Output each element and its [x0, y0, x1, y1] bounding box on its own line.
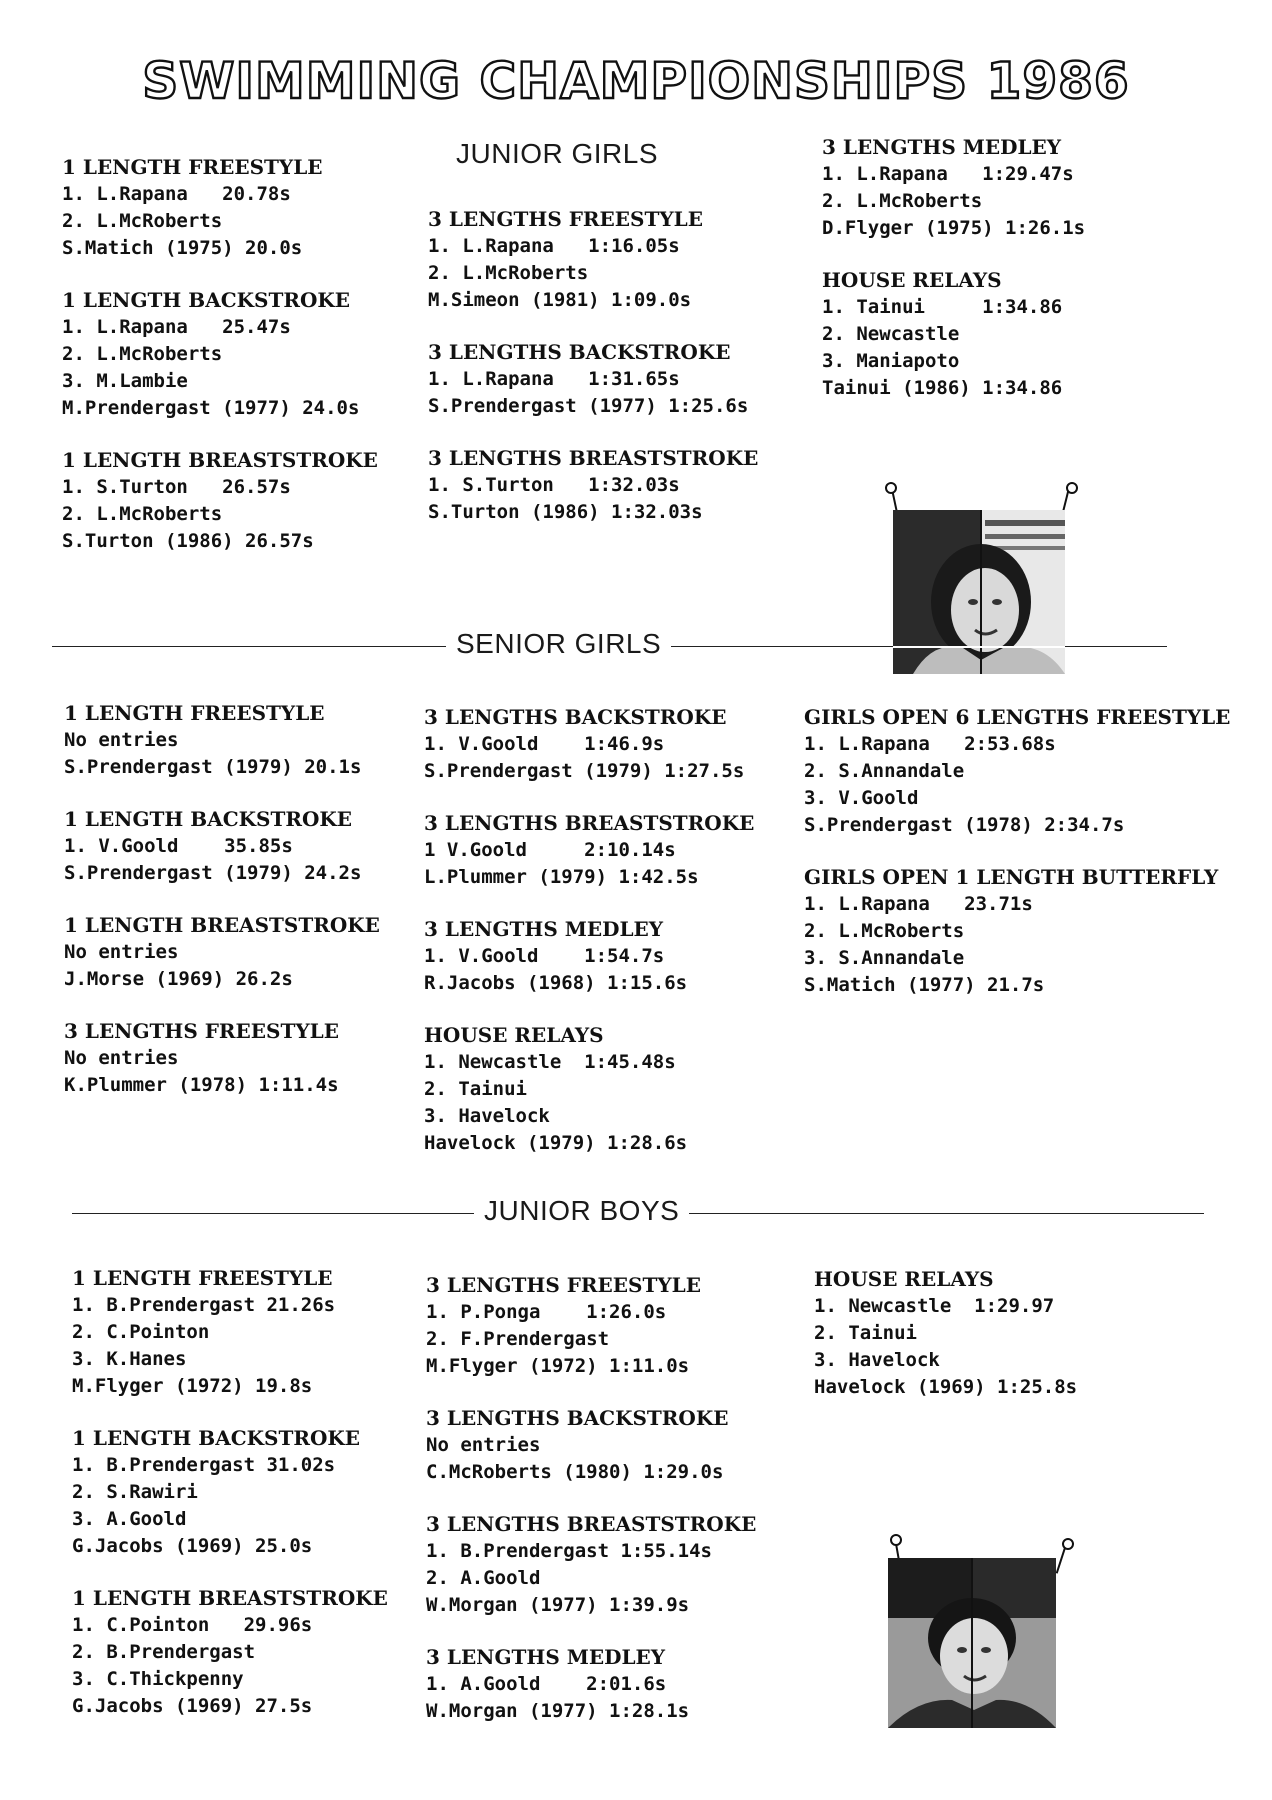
result-line: 1. V.Goold 1:46.9s — [424, 733, 665, 755]
result-line: 3. A.Goold — [72, 1508, 187, 1530]
result-line: 2. L.McRoberts — [804, 920, 965, 942]
result-line: 1. C.Pointon 29.96s — [72, 1614, 313, 1636]
event-title: 1 LENGTH BREASTSTROKE — [62, 448, 378, 472]
result-line: 1. L.Rapana 23.71s — [804, 893, 1033, 915]
event-title: GIRLS OPEN 6 LENGTHS FREESTYLE — [804, 705, 1231, 729]
result-line: 1. Tainui 1:34.86 — [822, 296, 1063, 318]
result-line: 3. Maniapoto — [822, 350, 960, 372]
event-title: 3 LENGTHS BREASTSTROKE — [424, 811, 755, 835]
event-block — [424, 704, 754, 785]
record-line: S.Prendergast (1977) 1:25.6s — [428, 395, 749, 417]
record-line: W.Morgan (1977) 1:28.1s — [426, 1700, 690, 1722]
result-line: 1. Newcastle 1:29.97 — [814, 1295, 1055, 1317]
record-line: M.Prendergast (1977) 24.0s — [62, 397, 360, 419]
result-line: 1. L.Rapana 1:16.05s — [428, 235, 680, 257]
event-title: 1 LENGTH FREESTYLE — [62, 155, 323, 179]
record-line: G.Jacobs (1969) 25.0s — [72, 1535, 313, 1557]
result-line: 1. B.Prendergast 1:55.14s — [426, 1540, 712, 1562]
result-line: 1 V.Goold 2:10.14s — [424, 839, 676, 861]
event-title: 3 LENGTHS FREESTYLE — [428, 207, 703, 231]
result-line: 2. L.McRoberts — [62, 503, 223, 525]
record-line: S.Prendergast (1978) 2:34.7s — [804, 814, 1125, 836]
record-line: D.Flyger (1975) 1:26.1s — [822, 217, 1086, 239]
result-line: 2. F.Prendergast — [426, 1328, 610, 1350]
record-line: C.McRoberts (1980) 1:29.0s — [426, 1461, 724, 1483]
event-title: 1 LENGTH BACKSTROKE — [64, 807, 353, 831]
junior-girls-heading: JUNIOR GIRLS — [456, 138, 659, 169]
event-title: 1 LENGTH BREASTSTROKE — [72, 1586, 388, 1610]
event-block — [64, 1018, 380, 1099]
record-line: S.Turton (1986) 26.57s — [62, 530, 314, 552]
result-line: 2. S.Rawiri — [72, 1481, 198, 1503]
record-line: M.Flyger (1972) 19.8s — [72, 1375, 313, 1397]
result-line: 2. S.Annandale — [804, 760, 965, 782]
result-line: 1. L.Rapana 1:31.65s — [428, 368, 680, 390]
event-block — [428, 445, 758, 526]
result-line: 1. V.Goold 1:54.7s — [424, 945, 665, 967]
event-block — [72, 1265, 388, 1400]
portrait-photo — [893, 510, 1065, 674]
senior-girls-col3 — [804, 704, 1230, 999]
result-line: 3. Havelock — [814, 1349, 940, 1371]
event-title: HOUSE RELAYS — [814, 1267, 994, 1291]
result-line: 1. L.Rapana 25.47s — [62, 316, 291, 338]
event-block — [62, 154, 378, 262]
event-block — [424, 1022, 754, 1157]
senior-girls-heading: SENIOR GIRLS — [446, 628, 671, 660]
page-title: SWIMMING CHAMPIONSHIPS 1986 — [142, 52, 1130, 110]
result-line: 3. S.Annandale — [804, 947, 965, 969]
event-block — [822, 134, 1085, 242]
result-line: 1. Newcastle 1:45.48s — [424, 1051, 676, 1073]
pin-head-icon — [885, 482, 897, 494]
record-line: R.Jacobs (1968) 1:15.6s — [424, 972, 688, 994]
event-title: 3 LENGTHS BACKSTROKE — [424, 705, 727, 729]
event-title: 1 LENGTH BACKSTROKE — [72, 1426, 361, 1450]
event-block — [64, 912, 380, 993]
record-line: S.Turton (1986) 1:32.03s — [428, 501, 703, 523]
event-block — [428, 339, 758, 420]
record-line: S.Matich (1977) 21.7s — [804, 974, 1045, 996]
result-line: 1. V.Goold 35.85s — [64, 835, 293, 857]
event-block — [72, 1425, 388, 1560]
result-line: No entries — [64, 941, 179, 963]
record-line: S.Prendergast (1979) 24.2s — [64, 862, 362, 884]
record-line: Havelock (1979) 1:28.6s — [424, 1132, 688, 1154]
record-line: S.Matich (1975) 20.0s — [62, 237, 303, 259]
record-line: L.Plummer (1979) 1:42.5s — [424, 866, 699, 888]
event-block — [814, 1266, 1077, 1401]
result-line: 2. L.McRoberts — [62, 210, 223, 232]
event-block — [424, 810, 754, 891]
result-line: 2. L.McRoberts — [62, 343, 223, 365]
result-line: 2. L.McRoberts — [428, 262, 589, 284]
junior-boys-heading: JUNIOR BOYS — [474, 1195, 689, 1227]
event-title: HOUSE RELAYS — [822, 268, 1002, 292]
result-line: 2. B.Prendergast — [72, 1641, 256, 1663]
event-title: 3 LENGTHS FREESTYLE — [64, 1019, 339, 1043]
portrait-photo — [888, 1558, 1056, 1728]
result-line: 3. M.Lambie — [62, 370, 188, 392]
event-block — [804, 704, 1230, 839]
record-line: W.Morgan (1977) 1:39.9s — [426, 1594, 690, 1616]
event-block — [804, 864, 1230, 999]
event-title: 3 LENGTHS BREASTSTROKE — [428, 446, 759, 470]
event-title: 3 LENGTHS MEDLEY — [424, 917, 664, 941]
event-title: 3 LENGTHS BACKSTROKE — [426, 1406, 729, 1430]
result-line: 3. C.Thickpenny — [72, 1668, 244, 1690]
record-line: J.Morse (1969) 26.2s — [64, 968, 293, 990]
senior-girls-col2 — [424, 704, 754, 1157]
event-title: 3 LENGTHS MEDLEY — [822, 135, 1062, 159]
event-title: 1 LENGTH BREASTSTROKE — [64, 913, 380, 937]
result-line: 1. P.Ponga 1:26.0s — [426, 1301, 667, 1323]
record-line: K.Plummer (1978) 1:11.4s — [64, 1074, 339, 1096]
event-block — [64, 806, 380, 887]
event-block — [62, 447, 378, 555]
result-line: 3. V.Goold — [804, 787, 919, 809]
junior-boys-col2 — [426, 1272, 756, 1725]
result-line: 2. Tainui — [814, 1322, 917, 1344]
event-block — [424, 916, 754, 997]
event-title: 1 LENGTH FREESTYLE — [72, 1266, 333, 1290]
event-title: 3 LENGTHS BREASTSTROKE — [426, 1512, 757, 1536]
record-line: M.Simeon (1981) 1:09.0s — [428, 289, 692, 311]
event-block — [426, 1511, 756, 1619]
event-title: 3 LENGTHS BACKSTROKE — [428, 340, 731, 364]
event-block — [426, 1405, 756, 1486]
result-line: 1. L.Rapana 2:53.68s — [804, 733, 1056, 755]
record-line: Tainui (1986) 1:34.86 — [822, 377, 1063, 399]
result-line: 1. B.Prendergast 21.26s — [72, 1294, 336, 1316]
result-line: 2. C.Pointon — [72, 1321, 210, 1343]
result-line: 1. B.Prendergast 31.02s — [72, 1454, 336, 1476]
pin-head-icon — [1066, 482, 1078, 494]
event-block — [62, 287, 378, 422]
event-block — [428, 206, 758, 314]
event-title: 1 LENGTH FREESTYLE — [64, 701, 325, 725]
senior-girls-col1 — [64, 700, 380, 1099]
junior-boys-col3 — [814, 1266, 1077, 1401]
result-line: No entries — [426, 1434, 541, 1456]
result-line: 3. K.Hanes — [72, 1348, 187, 1370]
record-line: G.Jacobs (1969) 27.5s — [72, 1695, 313, 1717]
junior-girls-col1 — [62, 154, 378, 555]
event-block — [426, 1272, 756, 1380]
junior-girls-col2 — [428, 206, 758, 526]
section-divider-mask — [893, 646, 1065, 648]
record-line: S.Prendergast (1979) 20.1s — [64, 756, 362, 778]
event-title: HOUSE RELAYS — [424, 1023, 604, 1047]
result-line: 1. S.Turton 1:32.03s — [428, 474, 680, 496]
junior-boys-col1 — [72, 1265, 388, 1720]
record-line: S.Prendergast (1979) 1:27.5s — [424, 760, 745, 782]
event-title: 1 LENGTH BACKSTROKE — [62, 288, 351, 312]
event-block — [426, 1644, 756, 1725]
result-line: 2. Newcastle — [822, 323, 960, 345]
record-line: M.Flyger (1972) 1:11.0s — [426, 1355, 690, 1377]
event-block — [822, 267, 1085, 402]
junior-girls-col3 — [822, 134, 1085, 402]
event-title: GIRLS OPEN 1 LENGTH BUTTERFLY — [804, 865, 1219, 889]
pin-icon — [1056, 1546, 1067, 1573]
event-title: 3 LENGTHS FREESTYLE — [426, 1273, 701, 1297]
result-line: 1. L.Rapana 1:29.47s — [822, 163, 1074, 185]
result-line: 2. Tainui — [424, 1078, 527, 1100]
pin-head-icon — [890, 1534, 902, 1546]
event-block — [72, 1585, 388, 1720]
result-line: 2. L.McRoberts — [822, 190, 983, 212]
result-line: 1. L.Rapana 20.78s — [62, 183, 291, 205]
result-line: 1. A.Goold 2:01.6s — [426, 1673, 667, 1695]
event-block — [64, 700, 380, 781]
result-line: 1. S.Turton 26.57s — [62, 476, 291, 498]
event-title: 3 LENGTHS MEDLEY — [426, 1645, 666, 1669]
result-line: 2. A.Goold — [426, 1567, 541, 1589]
record-line: Havelock (1969) 1:25.8s — [814, 1376, 1078, 1398]
result-line: No entries — [64, 729, 179, 751]
result-line: No entries — [64, 1047, 179, 1069]
result-line: 3. Havelock — [424, 1105, 550, 1127]
pin-head-icon — [1062, 1538, 1074, 1550]
